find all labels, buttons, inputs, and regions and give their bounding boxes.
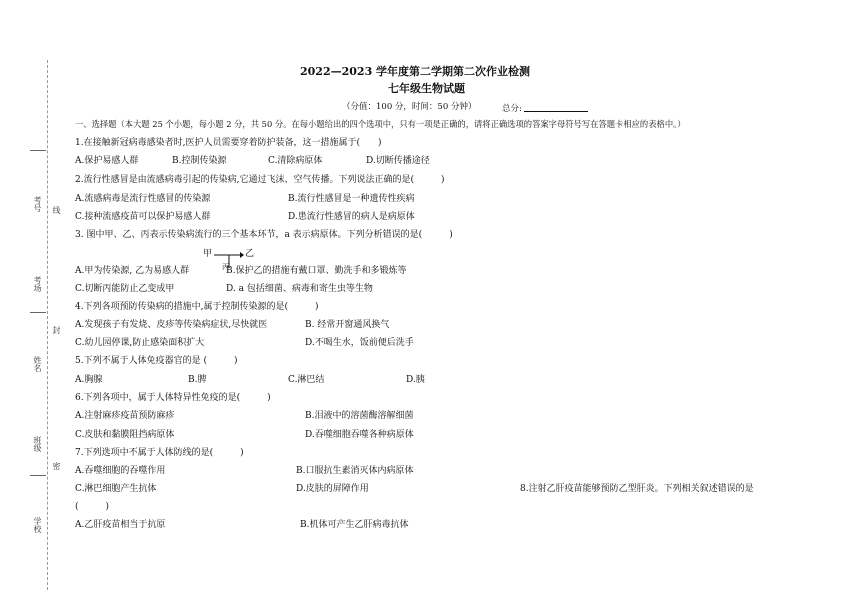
- question-stem: 7.下列选项中不属于人体防线的是( ): [75, 448, 244, 458]
- option: A.吞噬细胞的吞噬作用: [75, 466, 166, 476]
- section-heading: 一、选择题（本大题 25 个小题，每小题 2 分，共 50 分。在每小题给出的四个选项中，只有一项是正确的，请将正确选项的答案字母符号写在答题卡相应的表格中。）: [75, 119, 686, 129]
- option: C.切断丙能防止乙变成甲: [75, 284, 175, 294]
- option: A.胸腺: [75, 375, 103, 385]
- margin-label-school: 学校: [33, 517, 42, 533]
- option: B. 经常开窗通风换气: [305, 320, 390, 330]
- question-stem: 2.流行性感冒是由流感病毒引起的传染病,它通过飞沫、空气传播。下列说法正确的是( ): [75, 175, 445, 185]
- option: C.清除病原体: [268, 156, 323, 166]
- option: B.控制传染源: [172, 156, 227, 166]
- option: A.流感病毒是流行性感冒的传染源: [75, 194, 211, 204]
- option: B.口服抗生素消灭体内病原体: [296, 466, 414, 476]
- margin-label-exam-number: 考号: [33, 196, 42, 212]
- option: D.胰: [406, 375, 425, 385]
- total-score-blank: [524, 102, 588, 112]
- page-subtitle: 七年级生物试题: [388, 82, 465, 95]
- question-stem-continuation: ( ): [75, 502, 110, 512]
- arrow-head: [240, 252, 244, 258]
- option: C.皮肤和黏膜阻挡病原体: [75, 430, 175, 440]
- option: D.吞噬细胞吞噬各种病原体: [305, 430, 414, 440]
- option: B.保护乙的措施有戴口罩、勤洗手和多锻炼等: [226, 266, 407, 276]
- diagram-label-bing: 丙: [222, 263, 229, 271]
- option: C.接种流感疫苗可以保护易感人群: [75, 212, 211, 222]
- option: C.幼儿园停课,防止感染面积扩大: [75, 338, 205, 348]
- option: D.不喝生水，饭前便后洗手: [305, 338, 414, 348]
- question-stem: 8.注射乙肝疫苗能够预防乙型肝炎。下列相关叙述错误的是: [520, 484, 754, 494]
- option: A.发现孩子有发烧、皮疹等传染病症状,尽快就医: [75, 320, 268, 330]
- page-title: 2022—2023 学年度第二学期第二次作业检测: [300, 65, 531, 78]
- option: A.保护易感人群: [75, 156, 139, 166]
- option: B.流行性感冒是一种遗传性疾病: [288, 194, 415, 204]
- option: D.皮肤的屏障作用: [296, 484, 369, 494]
- total-score-field: [502, 102, 588, 115]
- option: D.患流行性感冒的病人是病原体: [288, 212, 415, 222]
- option: D. a 包括细菌、病毒和寄生虫等生物: [226, 284, 373, 294]
- option: A.注射麻疹疫苗预防麻疹: [75, 411, 175, 421]
- option: A.乙肝疫苗相当于抗原: [75, 520, 166, 530]
- binding-dashed-line: [47, 60, 48, 590]
- option: B.脾: [188, 375, 207, 385]
- option: A.甲为传染源, 乙为易感人群: [75, 266, 190, 276]
- diagram-label-jia: 甲: [203, 249, 213, 259]
- question-stem: 3. 图中甲、乙、丙表示传染病流行的三个基本环节，a 表示病原体。下列分析错误的是( ): [75, 230, 453, 240]
- option: C.淋巴细胞产生抗体: [75, 484, 157, 494]
- cut-mark-seal: 封: [52, 326, 61, 334]
- question-stem: 4.下列各项预防传染病的措施中,属于控制传染源的是( ): [75, 302, 319, 312]
- total-score-label: 总分:: [502, 104, 522, 114]
- option: B.泪液中的溶菌酶溶解细菌: [305, 411, 414, 421]
- binding-line: [30, 150, 46, 151]
- cut-mark-line: 线: [52, 206, 61, 214]
- option: B.机体可产生乙肝病毒抗体: [300, 520, 409, 530]
- question-stem: 5.下列不属于人体免疫器官的是 ( ): [75, 356, 238, 366]
- exam-info: （分值：100 分，时间：50 分钟）: [342, 102, 477, 112]
- margin-label-class: 班级: [33, 436, 42, 452]
- cut-mark-secret: 密: [52, 462, 61, 470]
- binding-line: [30, 475, 46, 476]
- option: D.切断传播途径: [366, 156, 430, 166]
- option: C.淋巴结: [288, 375, 325, 385]
- question-stem: 1.在接触新冠病毒感染者时,医护人员需要穿着防护装备，这一措施属于( ): [75, 138, 382, 148]
- margin-label-exam-room: 考场: [33, 276, 42, 292]
- diagram-label-yi: 乙: [245, 249, 255, 259]
- binding-line: [30, 312, 46, 313]
- question-stem: 6.下列各项中，属于人体特异性免疫的是( ): [75, 393, 271, 403]
- margin-label-name: 姓名: [33, 356, 42, 372]
